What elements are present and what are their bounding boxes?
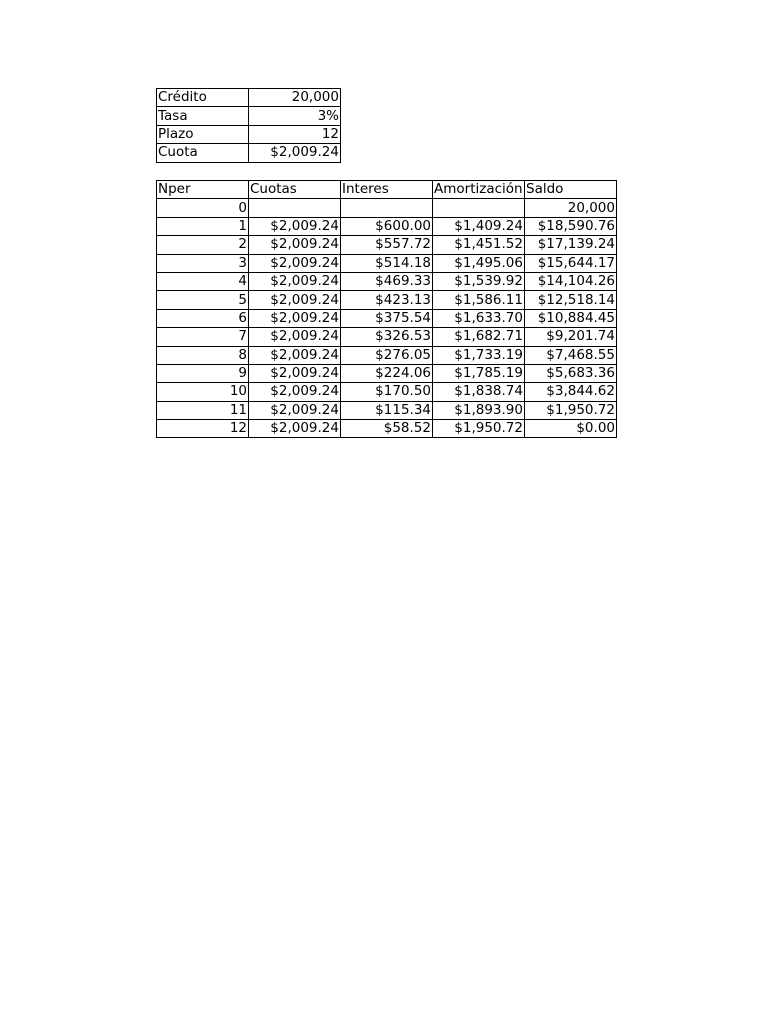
cell-cuotas: $2,009.24 [249,420,341,438]
cell-saldo: $9,201.74 [525,328,617,346]
column-header-nper: Nper [157,181,249,199]
cell-saldo: $5,683.36 [525,364,617,382]
cell-saldo: $15,644.17 [525,254,617,272]
cell-cuotas: $2,009.24 [249,401,341,419]
cell-cuotas: $2,009.24 [249,272,341,290]
cell-saldo: $7,468.55 [525,346,617,364]
table-row [157,420,617,438]
cell-amortizacion: $1,539.92 [433,272,525,290]
cell-amortizacion: $1,586.11 [433,291,525,309]
summary-value: 12 [249,125,341,143]
column-header-cuotas: Cuotas [249,181,341,199]
cell-nper: 8 [157,346,249,364]
table-row [157,254,617,272]
summary-row-tasa [157,107,341,125]
cell-cuotas: $2,009.24 [249,364,341,382]
cell-cuotas: $2,009.24 [249,254,341,272]
cell-cuotas: $2,009.24 [249,328,341,346]
cell-cuotas: $2,009.24 [249,217,341,235]
summary-label: Tasa [157,107,249,125]
cell-interes: $514.18 [341,254,433,272]
cell-amortizacion: $1,838.74 [433,383,525,401]
cell-interes: $375.54 [341,309,433,327]
cell-interes: $423.13 [341,291,433,309]
cell-amortizacion: $1,733.19 [433,346,525,364]
table-row [157,236,617,254]
cell-cuotas: $2,009.24 [249,236,341,254]
cell-interes: $600.00 [341,217,433,235]
table-row [157,401,617,419]
cell-amortizacion: $1,451.52 [433,236,525,254]
cell-amortizacion: $1,785.19 [433,364,525,382]
cell-cuotas [249,199,341,217]
summary-label: Crédito [157,89,249,107]
cell-cuotas: $2,009.24 [249,346,341,364]
cell-nper: 11 [157,401,249,419]
cell-nper: 7 [157,328,249,346]
summary-value: 20,000 [249,89,341,107]
cell-nper: 2 [157,236,249,254]
cell-interes: $115.34 [341,401,433,419]
cell-interes: $170.50 [341,383,433,401]
cell-interes: $58.52 [341,420,433,438]
cell-amortizacion [433,199,525,217]
table-row [157,272,617,290]
cell-nper: 3 [157,254,249,272]
summary-row-plazo [157,125,341,143]
cell-saldo: $17,139.24 [525,236,617,254]
cell-amortizacion: $1,495.06 [433,254,525,272]
cell-saldo: $12,518.14 [525,291,617,309]
cell-interes: $469.33 [341,272,433,290]
cell-nper: 5 [157,291,249,309]
cell-saldo: $14,104.26 [525,272,617,290]
amortization-table [156,180,617,438]
cell-nper: 0 [157,199,249,217]
cell-nper: 1 [157,217,249,235]
cell-amortizacion: $1,409.24 [433,217,525,235]
summary-label: Plazo [157,125,249,143]
table-row [157,217,617,235]
column-header-saldo: Saldo [525,181,617,199]
summary-value: 3% [249,107,341,125]
cell-nper: 4 [157,272,249,290]
cell-interes: $557.72 [341,236,433,254]
cell-nper: 9 [157,364,249,382]
table-row [157,328,617,346]
cell-interes [341,199,433,217]
cell-nper: 12 [157,420,249,438]
table-row [157,364,617,382]
cell-saldo: $1,950.72 [525,401,617,419]
column-header-amortizacion: Amortización [434,181,523,198]
cell-amortizacion: $1,682.71 [433,328,525,346]
table-row [157,309,617,327]
summary-label: Cuota [157,144,249,162]
table-row [157,383,617,401]
table-header-row [157,181,617,199]
cell-nper: 10 [157,383,249,401]
cell-saldo: $10,884.45 [525,309,617,327]
table-row [157,291,617,309]
table-row [157,199,617,217]
cell-interes: $326.53 [341,328,433,346]
cell-amortizacion: $1,950.72 [433,420,525,438]
summary-row-cuota [157,144,341,162]
cell-saldo: 20,000 [525,199,617,217]
cell-saldo: $0.00 [525,420,617,438]
cell-cuotas: $2,009.24 [249,291,341,309]
cell-interes: $224.06 [341,364,433,382]
cell-saldo: $3,844.62 [525,383,617,401]
cell-amortizacion: $1,893.90 [433,401,525,419]
cell-cuotas: $2,009.24 [249,309,341,327]
column-header-interes: Interes [341,181,433,199]
cell-amortizacion: $1,633.70 [433,309,525,327]
summary-value: $2,009.24 [249,144,341,162]
loan-summary-table [156,88,341,163]
cell-interes: $276.05 [341,346,433,364]
summary-row-credito [157,89,341,107]
cell-cuotas: $2,009.24 [249,383,341,401]
cell-nper: 6 [157,309,249,327]
cell-saldo: $18,590.76 [525,217,617,235]
table-row [157,346,617,364]
